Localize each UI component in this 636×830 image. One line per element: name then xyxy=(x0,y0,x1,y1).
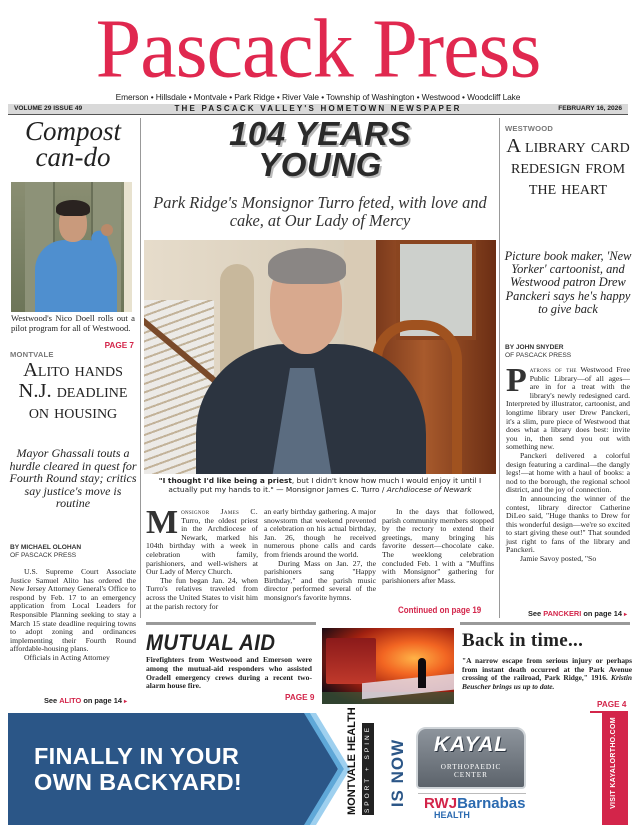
rwj-barnabas-logo: RWJBarnabas HEALTH xyxy=(424,795,526,820)
visit-url-tab[interactable]: VISIT KAYALORTHO.COM xyxy=(602,713,628,825)
arrow-right-icon: ▸ xyxy=(124,699,128,705)
lead-headline[interactable]: 104 YEARS YOUNG xyxy=(229,115,411,183)
paragraph: an early birthday gathering. A major snowstorm that weekend prevented a celebration on his actual birthday, Jan. 26, though he received numerous phone calls and cards from friends around the world. xyxy=(264,507,376,559)
column-divider-left xyxy=(140,118,141,618)
paragraph: U.S. Supreme Court Associate Justice Samuel Alito has ordered the New Jersey Attorney General's Office to respond by Feb. 17 to an emergency application from Local Leaders for Responsible Planning seeking to stay a March 15 state deadline requiring towns to adopt zoning and ordinances implementing their Fourth Round affordable-housing plans. xyxy=(10,567,136,654)
monsignor-portrait-photo[interactable] xyxy=(144,240,496,474)
compost-headline[interactable]: Compost can-do xyxy=(24,116,122,172)
drop-cap: P xyxy=(506,362,527,399)
mutual-aid-summary: Firefighters from Westwood and Emerson were among the mutual-aid responders who assisted Oradell emergency crews during a recent two-alarm house fire. xyxy=(146,655,312,691)
paragraph: Officials in Acting Attorney xyxy=(24,652,110,662)
back-in-time-headline[interactable]: Back in time... xyxy=(462,630,584,651)
library-byline xyxy=(505,344,571,360)
byline-affiliation: OF PASCACK PRESS xyxy=(10,552,77,559)
library-jump-link[interactable]: See PANCKERI on page 14 ▸ xyxy=(528,609,628,618)
mutual-aid-headline[interactable]: MUTUAL AID xyxy=(146,630,276,655)
towns-list: Emerson • Hillsdale • Montvale • Park Ridge • River Vale • Township of Washington • Westwood • Woodcliff Lake xyxy=(115,92,521,102)
lead-photo-caption: "I thought I'd like being a priest, but I didn't know how much I would enjoy it until I actually put my hands to it." — Monsignor James C. Turro / Archdiocese of Newark xyxy=(158,476,482,494)
paragraph: In announcing the winner of the contest, library director Catherine DiLeo said, "Huge thanks to Drew for this wonderful design—we're so excited to start giving these out!" That sounded just right to fans of the library and Panckeri. xyxy=(506,493,630,555)
masthead-banner xyxy=(8,104,628,115)
drop-cap: M xyxy=(146,504,179,541)
is-now-label: IS NOW xyxy=(388,738,407,808)
motto: THE PASCACK VALLEY'S HOMETOWN NEWSPAPER xyxy=(174,104,462,113)
house-fire-photo[interactable] xyxy=(322,628,454,704)
alito-kicker: MONTVALE xyxy=(10,350,54,359)
montvale-health-logo: MONTVALE HEALTH SPORT + SPINE xyxy=(346,723,380,815)
paragraph: During Mass on Jan. 27, the parishioners sang "Happy Birthday," and the parish music director performed several of the monsignor's favorite hymns. xyxy=(264,558,376,602)
library-kicker: WESTWOOD xyxy=(505,124,554,133)
lead-column-2 xyxy=(264,508,376,603)
divider xyxy=(418,793,526,794)
lead-continued-link[interactable]: Continued on page 19 xyxy=(398,604,482,615)
compost-page-link[interactable]: PAGE 7 xyxy=(104,341,134,350)
library-headline[interactable]: A library card redesign from the heart xyxy=(506,135,630,199)
kayal-logo: KAYAL ORTHOPAEDIC CENTER xyxy=(416,727,526,789)
alito-deck: Mayor Ghassali touts a hurdle cleared in quest for Fourth Round stay; critics say justice's move is routine xyxy=(9,446,137,511)
paragraph: Jamie Savoy posted, "So xyxy=(520,554,597,564)
arrow-right-icon: ▸ xyxy=(624,612,628,618)
byline-author: BY JOHN SNYDER xyxy=(505,344,564,351)
byline-author: BY MICHAEL OLOHAN xyxy=(10,544,82,551)
lead-deck: Park Ridge's Monsignor Turro feted, with love and cake, at Our Lady of Mercy xyxy=(153,193,487,230)
back-in-time-page-link[interactable]: PAGE 4 xyxy=(597,700,627,709)
paragraph: In the days that followed, parish community members stopped by the rectory to extend their greetings, many bringing his favorite dessert—chocolate cake. The weeklong celebration concluded Feb. 1 with a "Muffins with Monsignor" gathering for parishioners after Mass. xyxy=(382,507,494,585)
alito-jump-link[interactable]: See ALITO on page 14 ▸ xyxy=(44,696,128,705)
section-rule xyxy=(460,622,630,625)
mutual-aid-page-link[interactable]: PAGE 9 xyxy=(285,693,315,702)
byline-affiliation: OF PASCACK PRESS xyxy=(505,352,572,359)
masthead-title[interactable]: Pascack Press xyxy=(95,2,541,95)
compost-caption: Westwood's Nico Doell rolls out a pilot program for all of Westwood. xyxy=(11,313,135,333)
alito-byline xyxy=(10,544,81,560)
alito-body xyxy=(10,568,136,663)
issue-date: FEBRUARY 16, 2026 xyxy=(558,105,622,112)
volume-issue: VOLUME 29 ISSUE 49 xyxy=(14,105,83,112)
paragraph: The fun began Jan. 24, when Turro's relatives traveled from across the United States to visit him at the parish rectory for xyxy=(146,575,258,611)
ad-headline: FINALLY IN YOUR OWN BACKYARD! xyxy=(34,743,242,795)
paragraph: Panckeri delivered a colorful design featuring a cardinal—the dangly legs!—at home with a haul of books: a nod to the borough, the regional school district, and the joy of connection. xyxy=(506,450,630,495)
section-rule xyxy=(146,622,316,625)
library-deck: Picture book maker, 'New Yorker' cartoonist, and Westwood patron Drew Panckeri says he's happy to give back xyxy=(504,249,632,316)
back-in-time-summary: "A narrow escape from serious injury or perhaps from instant death occurred at the Park Avenue crossing of the railroad, Park Ridge," 1916. Kristin Beuscher brings us up to date. xyxy=(462,656,632,691)
library-body: Patrons of the Westwood Free Public Library—of all ages—are in for a treat with the library's newly redesigned card. Interpreted by illustrator, cartoonist, and longtime library user Drew Panckeri, it's a slim, pure piece of Westwood that does what a library does best: invite you in, then send you out with something new. Panckeri delivered a colorful design featuring a cardinal—the dangly legs!—at home with a haul of books: a nod to the borough, the regional school district, and the joy of connection. In announcing the winner of the contest, library director Catherine DiLeo said, "Huge thanks to Drew for this wonderful design—we're so excited to start giving these out!" That sounded just right to fans of the library and Panckeri. Jamie Savoy posted, "So xyxy=(506,362,630,564)
alito-headline[interactable]: Alito hands N.J. deadline on housing xyxy=(18,359,128,423)
kayal-ad-banner[interactable] xyxy=(8,707,628,825)
lead-column-1: Monsignor James C. Turro, the oldest priest in the Archdiocese of Newark, marked his 104th birthday with a week in celebration with family, parishioners, and well-wishers at Our Lady of Mercy Church. The fun began Jan. 24, when Turro's relatives traveled from across the United States to visit him at the parish rectory for xyxy=(146,504,258,611)
lead-column-3 xyxy=(382,508,494,585)
teen-holding-item-photo[interactable] xyxy=(11,182,132,312)
